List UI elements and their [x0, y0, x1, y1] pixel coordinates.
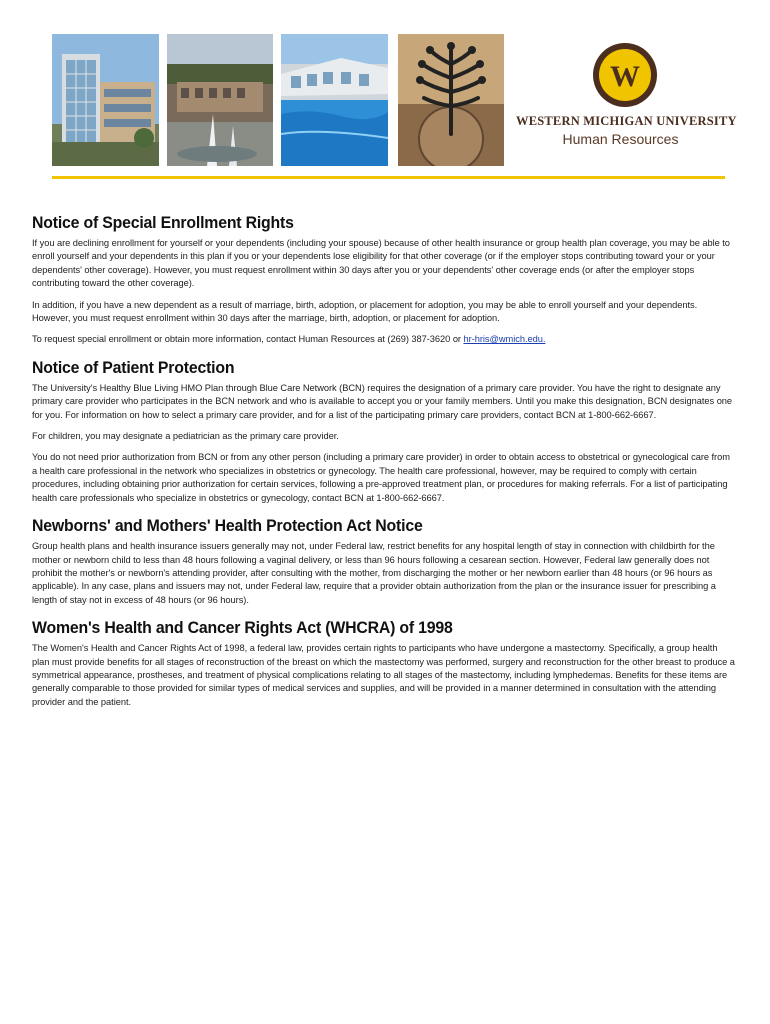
hr-email-link[interactable]: hr-hris@wmich.edu.	[463, 334, 546, 345]
paragraph: The University's Healthy Blue Living HMO Plan through Blue Care Network (BCN) requires the designation of a primary care provider. You have the right to designate any primary care provider who participates in the BCN network and who is available to accept you or your family members. Until you make this designation, BCN designates one for you. For information on how to select a primary care provider, and for a list of the participating primary care providers, contact BCN at 1-800-662-6667.	[32, 382, 733, 420]
section-title: Notice of Patient Protection	[32, 358, 235, 377]
newborns-mothers-section	[32, 517, 736, 607]
section-title: Newborns' and Mothers' Health Protection Act Notice	[32, 517, 423, 536]
paragraph: If you are declining enrollment for yourself or your dependents (including your spouse) because of other health insurance or group health plan coverage, you may be able to enroll yourself and your dependents in this plan if you or your dependents lose eligibility for that other coverage (or if the employer stops contributing toward your or your dependents' other coverage). However, you must request enrollment within 30 days after you or your dependents' other coverage ends (or after the employer stops contributing toward the other coverage).	[32, 238, 730, 289]
logo-letter: W	[610, 60, 640, 93]
document-body	[32, 214, 736, 721]
header-divider	[52, 176, 725, 179]
special-enrollment-section	[32, 214, 736, 347]
section-title: Notice of Special Enrollment Rights	[32, 214, 294, 232]
fountain-plaza-photo	[167, 34, 273, 166]
page-header	[52, 32, 737, 178]
patient-protection-section	[32, 359, 736, 505]
paragraph: You do not need prior authorization from BCN or from any other person (including a primary care provider) in order to obtain access to obstetrical or gynecological care from a health care professional in the network who specializes in obstetrics or gynecology. The health care professional, however, may be required to comply with certain procedures, including obtaining prior authorization for certain services, following a pre-approved treatment plan, or procedures for making referrals. For a list of participating health care professionals who specialize in obstetrics or gynecology, contact BCN at 1-800-662-6667.	[32, 452, 730, 503]
whcra-section	[32, 619, 736, 709]
pool-building-photo	[281, 34, 388, 166]
section-title: Women's Health and Cancer Rights Act (WHCRA) of 1998	[32, 619, 453, 638]
paragraph: Group health plans and health insurance issuers generally may not, under Federal law, restrict benefits for any hospital length of stay in connection with childbirth for the mother or newborn child to less than 48 hours following a vaginal delivery, or less than 96 hours following a cesarean section. However, Federal law generally does not prohibit the mother's or newborn's attending provider, after consulting with the mother, from discharging the mother or her newborn earlier than 48 hours (or 96 hours as applicable). In any case, plans and issuers may not, under Federal law, require that a provider obtain authorization from the plan or the insurance issuer for prescribing a length of stay not in excess of 48 hours (or 96 hours).	[32, 541, 716, 605]
university-name: WESTERN MICHIGAN UNIVERSITY	[516, 114, 737, 128]
contact-paragraph	[32, 333, 736, 346]
sculpture-tree-photo	[398, 34, 504, 166]
paragraph: For children, you may designate a pediatrician as the primary care provider.	[32, 431, 339, 442]
contact-text: To request special enrollment or obtain more information, contact Human Resources at (269) 387-3620 or	[32, 334, 464, 345]
department-name: Human Resources	[562, 131, 679, 147]
paragraph: The Women's Health and Cancer Rights Act of 1998, a federal law, provides certain rights to participants who have undergone a mastectomy. Specifically, a group health plan must provide benefits for all stages of reconstruction of the breast on which the mastectomy was performed, surgery and reconstruction for the other breast to produce a symmetrical appearance, prostheses, and treatment of physical complications relating to all stages of the mastectomy, including lymphedemas. Benefits for these items are generally comparable to those provided for similar types of medical services and supplies, and will be provided in a manner determined in consultation with the attending provider and the patient.	[32, 643, 735, 707]
paragraph: In addition, if you have a new dependent as a result of marriage, birth, adoption, or placement for adoption, you may be able to enroll yourself and your dependents. However, you must request enrollment within 30 days after the marriage, birth, adoption, or placement for adoption.	[32, 299, 698, 324]
campus-building-photo	[52, 34, 159, 166]
wmu-logo	[512, 32, 737, 166]
wmu-w-logo-icon	[592, 42, 658, 108]
